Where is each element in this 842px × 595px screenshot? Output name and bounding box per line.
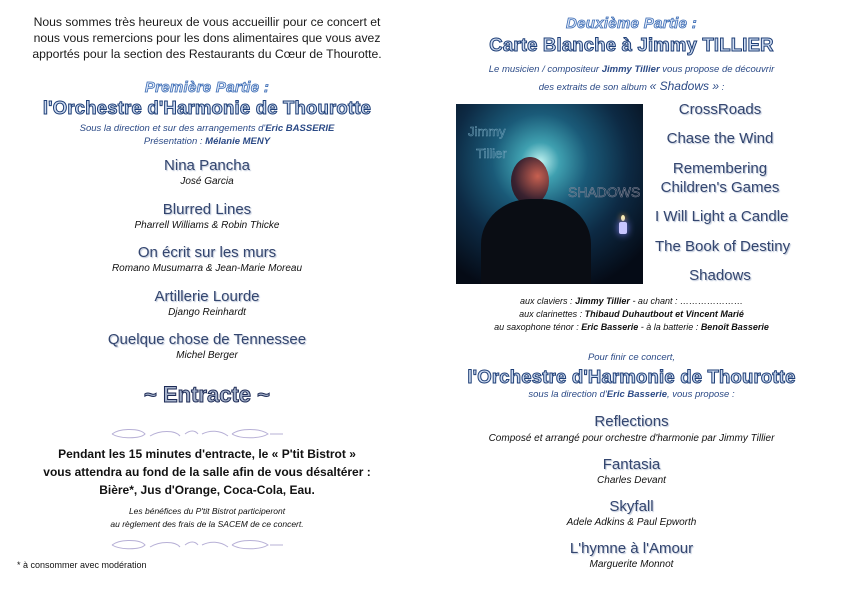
benefits-line: au règlement des frais de la SACEM de ce concert.: [110, 519, 304, 529]
text: aux claviers :: [520, 296, 576, 306]
cover-album-text: SHADOWS: [568, 184, 641, 200]
text: sous la direction d': [528, 389, 607, 400]
finale-intro: Pour finir ce concert,: [587, 352, 676, 363]
musicians-line: [421, 310, 842, 319]
musicians-line: [421, 323, 842, 332]
direction-prefix: Sous la direction et sur des arrangements d': [79, 123, 266, 134]
musicians-line: [421, 297, 842, 306]
intro-line: nous vous remercions pour les dons alimentaires que vous avez: [33, 31, 381, 45]
musician-name: Eric Basserie: [581, 322, 639, 332]
text: - à la batterie :: [638, 322, 701, 332]
artist-name: Jimmy Tillier: [601, 64, 660, 75]
bistrot-line: vous attendra au fond de la salle afin de vous désaltérer :: [43, 465, 371, 479]
part2-label: Deuxième Partie :: [566, 15, 697, 32]
song-title: Reflections: [594, 413, 669, 430]
bistrot-line: Pendant les 15 minutes d'entracte, le « P'tit Bistrot »: [58, 447, 356, 461]
text: des extraits de son album: [538, 82, 650, 93]
cover-artist-text: Jimmy: [468, 124, 506, 139]
part1-label: Première Partie :: [144, 79, 270, 96]
album-song: Shadows: [689, 267, 751, 284]
intro-line: Nous sommes très heureux de vous accueillir pour ce concert et: [33, 15, 381, 29]
direction-line: [0, 124, 414, 134]
song-composer: Marguerite Monnot: [589, 559, 674, 570]
text: - au chant : …………………: [629, 296, 743, 306]
text: Le musicien / compositeur: [488, 64, 602, 75]
artist-silhouette: [481, 199, 591, 284]
song-title: Quelque chose de Tennessee: [107, 331, 307, 348]
part1-title: l'Orchestre d'Harmonie de Thourotte: [42, 97, 372, 118]
album-cover-image: [456, 104, 643, 284]
song-composer: Composé et arrangé pour orchestre d'harmonie par Jimmy Tillier: [488, 433, 775, 444]
song-title: Skyfall: [609, 498, 654, 515]
benefits-line: Les bénéfices du P'tit Bistrot participeront: [128, 506, 286, 516]
album-song: CrossRoads: [678, 101, 762, 118]
text: au saxophone ténor :: [494, 322, 582, 332]
presentation-line: [0, 137, 414, 147]
song-title: Nina Pancha: [164, 157, 250, 174]
album-song: Chase the Wind: [666, 130, 774, 147]
finale-title: l'Orchestre d'Harmonie de Thourotte: [467, 366, 796, 387]
album-song: Children's Games: [660, 179, 780, 196]
finale-direction: [421, 390, 842, 400]
text: , vous propose :: [667, 389, 735, 400]
cover-artist-text: Tillier: [476, 146, 507, 161]
musician-name: Jimmy Tillier: [575, 296, 630, 306]
album-intro-line: [421, 80, 842, 93]
intro-line: apportés pour la section des Restaurants du Cœur de Thourotte.: [32, 47, 382, 61]
director-name: Eric BASSERIE: [265, 123, 335, 134]
candle: [619, 222, 627, 234]
ornament-divider: [110, 428, 285, 440]
entracte-heading: ~ Entracte ~: [144, 382, 270, 407]
song-title: Blurred Lines: [162, 201, 252, 218]
artist-head: [511, 157, 549, 205]
album-song: I Will Light a Candle: [655, 208, 789, 225]
song-composer: Pharrell Williams & Robin Thicke: [134, 220, 280, 231]
musician-name: Thibaud Duhautbout et Vincent Marié: [584, 309, 744, 319]
director-name: Eric Basserie: [606, 389, 667, 400]
song-composer: Michel Berger: [176, 350, 238, 361]
song-title: On écrit sur les murs: [137, 244, 277, 261]
album-song: Remembering: [672, 160, 768, 177]
presentation-prefix: Présentation :: [143, 136, 206, 147]
presenter-name: Mélanie MENY: [205, 136, 271, 147]
musician-name: Benoît Basserie: [700, 322, 769, 332]
bistrot-line: Bière*, Jus d'Orange, Coca-Cola, Eau.: [99, 483, 315, 497]
text: aux clarinettes :: [519, 309, 585, 319]
ornament-divider: [110, 539, 285, 551]
song-title: Artillerie Lourde: [154, 288, 260, 305]
song-composer: José Garcia: [180, 176, 234, 187]
candle-flame: [621, 215, 625, 221]
song-title: Fantasia: [602, 456, 661, 473]
part2-title: Carte Blanche à Jimmy TILLIER: [489, 34, 774, 55]
song-composer: Django Reinhardt: [168, 307, 246, 318]
album-song: The Book of Destiny: [655, 238, 791, 255]
text: :: [719, 82, 725, 93]
song-composer: Romano Musumarra & Jean-Marie Moreau: [111, 263, 303, 274]
footnote: * à consommer avec modération: [17, 560, 147, 570]
song-composer: Charles Devant: [597, 475, 666, 486]
album-name: « Shadows »: [649, 79, 719, 93]
text: vous propose de découvrir: [659, 64, 775, 75]
song-composer: Adele Adkins & Paul Epworth: [566, 517, 697, 528]
album-intro-line: [421, 65, 842, 75]
song-title: L'hymne à l'Amour: [569, 540, 694, 557]
